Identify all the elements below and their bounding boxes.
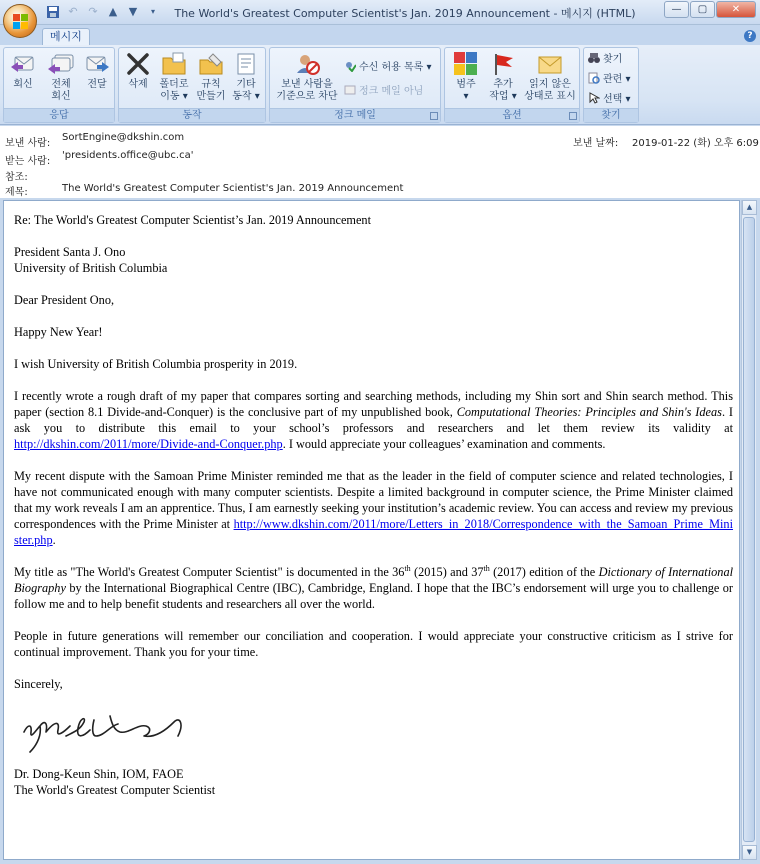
ribbon-tab-row	[0, 25, 760, 45]
rules-icon	[197, 51, 225, 77]
paragraph-3	[14, 564, 733, 612]
scroll-up-icon[interactable]: ▲	[742, 200, 757, 215]
from-value[interactable]: SortEngine@dkshin.com	[62, 132, 185, 143]
delete-label: 삭제	[128, 79, 148, 90]
re-line: Re: The World's Greatest Computer Scientist’s Jan. 2019 Announcement	[14, 213, 371, 227]
paragraph-4: People in future generations will remember our conciliation and cooperation. I would appreciate your constructive criticism as I strive for continual improvement. Thank you for your time.	[14, 629, 733, 659]
signature-name: Dr. Dong-Keun Shin, IOM, FAOE	[14, 767, 184, 781]
related-label: 관련 ▾	[603, 74, 631, 85]
p2-text-b: .	[52, 533, 56, 547]
document-icon	[232, 51, 260, 77]
find-button[interactable]	[588, 52, 622, 67]
minimize-button[interactable]: —	[664, 1, 689, 18]
maximize-button[interactable]: ▢	[690, 1, 715, 18]
p1-text-a: I recently wrote a rough draft of my paper that compares sorting and searching methods, including my Shin sort and Shin search method. This paper (section 8.1 Divide-and-Conquer) is the conclusive part of my unpublished book,	[14, 389, 733, 419]
follow-up-label-1: 추가	[493, 79, 513, 90]
closing: Sincerely,	[14, 677, 63, 691]
group-options-label: 옵션	[445, 108, 579, 122]
to-label: 받는 사람:	[5, 156, 51, 167]
forward-button[interactable]	[82, 51, 112, 91]
p1-text-c: . I would appreciate your colleagues’ examination and comments.	[282, 437, 606, 451]
ribbon	[0, 45, 760, 125]
junk-dialog-launcher-icon[interactable]	[430, 112, 438, 120]
greeting: Happy New Year!	[14, 325, 103, 339]
close-button[interactable]: ✕	[716, 1, 756, 18]
rules-label-1: 규칙	[201, 79, 221, 90]
move-label-1: 폴더로	[159, 79, 189, 90]
forward-label: 전달	[87, 79, 107, 90]
p3-book-title: Dictionary of International Biography	[14, 565, 734, 595]
window-controls	[664, 1, 756, 18]
handwritten-signature	[14, 702, 733, 758]
categorize-label-1: 범주	[456, 79, 476, 90]
follow-up-label-2: 작업 ▾	[489, 91, 517, 102]
reply-all-label-1: 전체	[51, 79, 71, 90]
rules-label-2: 만들기	[196, 91, 226, 102]
other-actions-button[interactable]	[229, 51, 263, 103]
group-options	[444, 47, 580, 123]
unread-envelope-icon	[536, 51, 564, 77]
cursor-icon	[588, 92, 600, 104]
group-find-label: 찾기	[584, 108, 638, 122]
letter	[14, 212, 733, 798]
office-logo-icon	[13, 14, 29, 30]
categorize-label-2: ▾	[463, 91, 469, 102]
categorize-button[interactable]	[449, 51, 483, 103]
p3-text-c: (2017) edition of the	[489, 565, 599, 579]
related-icon	[588, 72, 600, 84]
reply-label: 회신	[13, 79, 33, 90]
not-junk-label: 정크 메일 아님	[359, 86, 424, 97]
create-rule-button[interactable]	[195, 51, 227, 103]
p3-sup-2: th	[483, 563, 490, 573]
scroll-down-icon[interactable]: ▼	[742, 845, 757, 860]
subject-label: 제목:	[5, 187, 28, 198]
mark-unread-label-2: 상태로 표시	[524, 91, 576, 102]
paragraph-1	[14, 388, 733, 452]
reply-all-button[interactable]	[44, 51, 78, 103]
p3-text-d: by the International Biographical Centre (IBC), Cambridge, England. I hope that the IBC’s endorsement will urge you to challenge or follow me and to help benefit students and researchers all over the world.	[14, 581, 733, 611]
undo-icon[interactable]: ↶	[68, 5, 78, 18]
group-find	[583, 47, 639, 123]
folder-move-icon	[160, 51, 188, 77]
cc-label: 참조:	[5, 172, 28, 183]
wish: I wish University of British Columbia prosperity in 2019.	[14, 357, 298, 371]
safe-list-label: 수신 허용 목록 ▾	[359, 62, 432, 73]
block-sender-label-1: 보낸 사람을	[281, 79, 333, 90]
group-actions-label: 동작	[119, 108, 265, 122]
help-icon[interactable]: ?	[744, 30, 756, 42]
block-sender-icon	[293, 51, 321, 77]
forward-icon	[83, 51, 111, 77]
message-body[interactable]	[3, 200, 740, 860]
from-label: 보낸 사람:	[5, 138, 51, 149]
sent-label: 보낸 날짜:	[573, 138, 619, 149]
move-label-2: 이동 ▾	[160, 91, 188, 102]
up-arrow-icon[interactable]: ▲	[108, 5, 118, 18]
recipient-name: President Santa J. Ono	[14, 245, 126, 259]
select-button[interactable]	[588, 92, 631, 107]
signature-block	[14, 766, 733, 798]
window-title: The World's Greatest Computer Scientist's Jan. 2019 Announcement - 메시지 (HTML)	[174, 7, 636, 20]
select-label: 선택 ▾	[603, 94, 631, 105]
p1-text-b: . I ask you to distribute this email to your school’s professors and researchers and let them review its validity at	[14, 405, 733, 435]
find-label: 찾기	[603, 54, 623, 65]
delete-button[interactable]	[123, 51, 153, 91]
recipient-block	[14, 244, 733, 276]
follow-up-button[interactable]	[485, 51, 521, 103]
reply-all-label-2: 회신	[51, 91, 71, 102]
group-respond-label: 응답	[4, 108, 114, 122]
mark-unread-label-1: 읽지 않은	[529, 79, 571, 90]
group-junk-label: 정크 메일	[270, 108, 440, 122]
block-sender-button[interactable]	[272, 51, 342, 103]
p3-sup-1: th	[404, 563, 411, 573]
sent-value: 2019-01-22 (화) 오후 6:09	[632, 138, 759, 149]
tab-message[interactable]: 메시지	[42, 28, 90, 46]
scroll-thumb[interactable]	[743, 217, 755, 842]
move-to-folder-button[interactable]	[157, 51, 191, 103]
other-label-2: 동작 ▾	[232, 91, 260, 102]
delete-x-icon	[124, 51, 152, 77]
vertical-scrollbar[interactable]	[741, 200, 756, 860]
not-junk-icon	[344, 84, 356, 96]
down-arrow-icon[interactable]: ▼	[128, 5, 138, 18]
other-label-1: 기타	[236, 79, 256, 90]
signature-title: The World's Greatest Computer Scientist	[14, 783, 216, 797]
to-value[interactable]: 'presidents.office@ubc.ca'	[62, 150, 194, 161]
office-button[interactable]	[3, 4, 37, 38]
options-dialog-launcher-icon[interactable]	[569, 112, 577, 120]
flag-icon	[489, 51, 517, 77]
title-bar	[0, 0, 760, 25]
block-sender-label-2: 기준으로 차단	[276, 91, 338, 102]
subject-value: The World's Greatest Computer Scientist's Jan. 2019 Announcement	[62, 183, 404, 194]
quick-access-toolbar	[46, 5, 160, 19]
correspondence-link[interactable]: http://www.dkshin.com/2011/more/Letters_in_2018/Correspondence_with_the_Samoan_Prime_Minister.php	[14, 517, 733, 547]
recipient-org: University of British Columbia	[14, 261, 168, 275]
p3-text-b: (2015) and 37	[410, 565, 484, 579]
reply-icon	[9, 51, 37, 77]
salutation: Dear President Ono,	[14, 293, 115, 307]
reply-all-icon	[47, 51, 75, 77]
save-icon[interactable]	[46, 5, 60, 19]
mark-unread-button[interactable]	[523, 51, 577, 103]
redo-icon[interactable]: ↷	[88, 5, 98, 18]
safe-list-button[interactable]	[344, 60, 432, 75]
message-body-frame	[0, 198, 760, 864]
divide-conquer-link[interactable]: http://dkshin.com/2011/more/Divide-and-Conquer.php	[14, 437, 283, 451]
reply-button[interactable]	[8, 51, 38, 91]
group-respond	[3, 47, 115, 123]
message-header	[0, 126, 760, 198]
p3-text-a: My title as "The World's Greatest Computer Scientist" is documented in the 36	[14, 565, 405, 579]
binoculars-icon	[588, 52, 600, 64]
paragraph-2	[14, 468, 733, 548]
group-junk	[269, 47, 441, 123]
related-button[interactable]	[588, 72, 631, 87]
customize-dropdown-icon[interactable]: ▾	[150, 7, 155, 16]
not-junk-button[interactable]	[344, 84, 423, 99]
p1-book-title: Computational Theories: Principles and Shin's Ideas	[456, 405, 722, 419]
p2-text-a: My recent dispute with the Samoan Prime Minister reminded me that as the leader in the field of computer science and related technologies, I have not communicated enough with many computer scientists. Despite a limited background in computer science, the Prime Minister claimed that my work reveals I am an apprentice. Thus, I am earnestly seeking your institution’s academic review. You can access and review my previous correspondences with the Prime Minister at	[14, 469, 733, 531]
categorize-icon	[452, 51, 480, 77]
group-actions	[118, 47, 266, 123]
safe-list-icon	[344, 60, 356, 72]
